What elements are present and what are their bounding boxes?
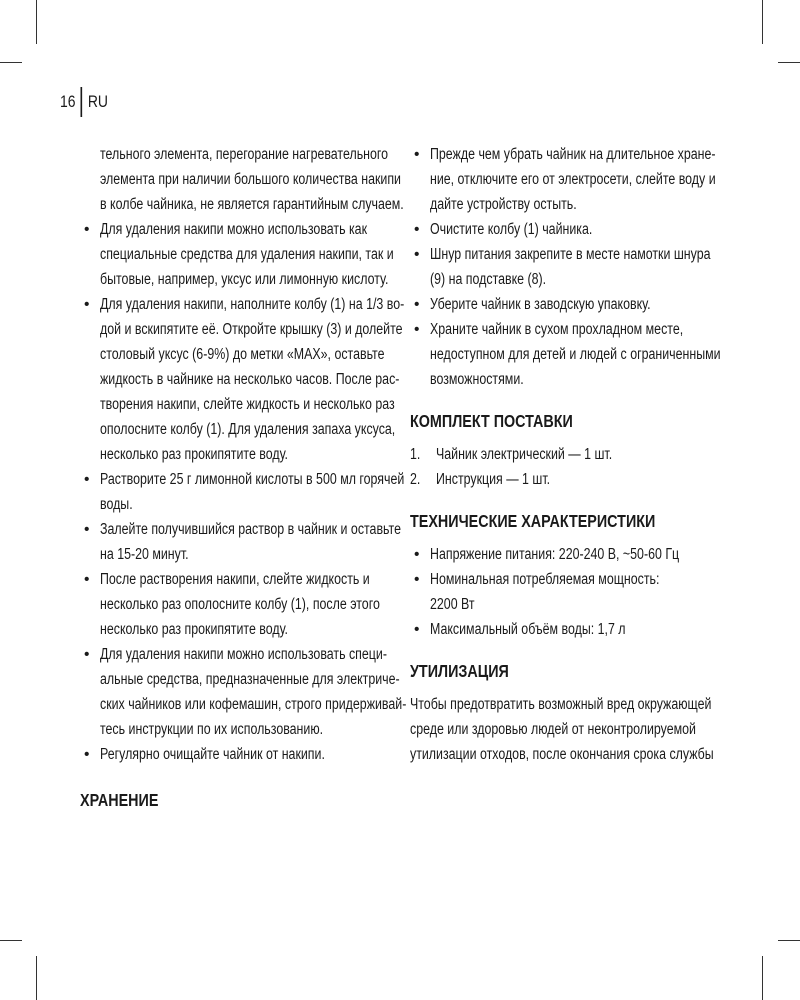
crop-mark — [0, 940, 22, 941]
text-line: среде или здоровью людей от неконтролируемой — [410, 721, 696, 738]
storage-heading — [80, 788, 400, 813]
text-line: в колбе чайника, не является гарантийным случаем. — [100, 196, 404, 213]
heading-text: ХРАНЕНИЕ — [80, 790, 159, 810]
text-line: Очистите колбу (1) чайника. — [430, 221, 593, 238]
bullet-icon: • — [414, 546, 420, 563]
list-item — [80, 742, 400, 767]
right-column — [410, 142, 722, 767]
crop-mark — [778, 940, 800, 941]
list-item — [410, 242, 722, 292]
bullet-icon: • — [84, 221, 90, 238]
disposal-heading — [410, 659, 722, 684]
left-column — [80, 142, 407, 813]
heading-text: ТЕХНИЧЕСКИЕ ХАРАКТЕРИСТИКИ — [410, 511, 656, 531]
disposal-paragraph — [410, 692, 722, 767]
bullet-icon: • — [414, 146, 420, 163]
text-line: дайте устройству остыть. — [430, 196, 577, 213]
list-item — [80, 217, 400, 292]
list-item — [410, 542, 722, 567]
crop-mark — [762, 0, 763, 44]
text-line: Чтобы предотвратить возможный вред окружающей — [410, 696, 712, 713]
text-line: Максимальный объём воды: 1,7 л — [430, 621, 626, 638]
text-line: Уберите чайник в заводскую упаковку. — [430, 296, 651, 313]
text-line: (9) на подставке (8). — [430, 271, 547, 288]
list-item — [410, 617, 722, 642]
crop-mark — [36, 956, 37, 1000]
page-header — [60, 87, 108, 117]
list-item — [410, 142, 722, 217]
crop-mark — [36, 0, 37, 44]
bullet-icon: • — [414, 321, 420, 338]
list-item — [410, 467, 722, 492]
text-line: на 15-20 минут. — [100, 546, 189, 563]
text-line: несколько раз ополосните колбу (1), после этого — [100, 596, 380, 613]
text-line: воды. — [100, 496, 133, 513]
text-line: специальные средства для удаления накипи, так и — [100, 246, 394, 263]
bullet-icon: • — [84, 646, 90, 663]
list-item — [410, 442, 722, 467]
text-line: возможностями. — [430, 371, 524, 388]
text-line: Чайник электрический — 1 шт. — [436, 446, 613, 463]
continuation-paragraph — [80, 142, 404, 217]
list-item — [410, 317, 722, 392]
text-line: Регулярно очищайте чайник от накипи. — [100, 746, 325, 763]
text-line: недоступном для детей и людей с ограниченными — [430, 346, 721, 363]
text-line: Залейте получившийся раствор в чайник и оставьте — [100, 521, 401, 538]
text-line: Храните чайник в сухом прохладном месте, — [430, 321, 684, 338]
text-line: тельного элемента, перегорание нагревательного — [100, 146, 389, 163]
text-line: Напряжение питания: 220-240 В, ~50-60 Гц — [430, 546, 680, 563]
bullet-icon: • — [414, 221, 420, 238]
list-item — [80, 517, 400, 567]
bullet-icon: • — [84, 296, 90, 313]
text-line: Инструкция — 1 шт. — [436, 471, 551, 488]
text-line: После растворения накипи, слейте жидкость и — [100, 571, 370, 588]
bullet-icon: • — [84, 471, 90, 488]
list-item — [410, 217, 722, 242]
text-line: ние, отключите его от электросети, слейте воду и — [430, 171, 716, 188]
bullet-icon: • — [414, 621, 420, 638]
text-line: ополосните колбу (1). Для удаления запаха уксуса, — [100, 421, 396, 438]
text-line: жидкость в чайнике на несколько часов. После рас- — [100, 371, 400, 388]
item-number: 2. — [410, 471, 421, 488]
text-line: ских чайников или кофемашин, строго придерживай- — [100, 696, 407, 713]
bullet-icon: • — [84, 746, 90, 763]
list-item — [80, 642, 407, 742]
text-line: Номинальная потребляемая мощность: — [430, 571, 660, 588]
item-number: 1. — [410, 446, 421, 463]
text-line: 2200 Вт — [430, 596, 475, 613]
text-line: Прежде чем убрать чайник на длительное хране- — [430, 146, 716, 163]
bullet-icon: • — [414, 571, 420, 588]
text-line: столовый уксус (6-9%) до метки «MAX», оставьте — [100, 346, 385, 363]
language-label: RU — [87, 92, 108, 111]
list-item — [80, 467, 405, 517]
list-item — [410, 292, 722, 317]
specs-heading — [410, 509, 722, 534]
text-line: Растворите 25 г лимонной кислоты в 500 мл горячей — [100, 471, 405, 488]
text-line: бытовые, например, уксус или лимонную кислоту. — [100, 271, 389, 288]
text-line: тесь инструкции по их использованию. — [100, 721, 324, 738]
text-line: Шнур питания закрепите в месте намотки шнура — [430, 246, 711, 263]
bullet-icon: • — [414, 246, 420, 263]
text-line: Для удаления накипи можно использовать как — [100, 221, 368, 238]
text-line: дой и вскипятите её. Откройте крышку (3) и долейте — [100, 321, 403, 338]
heading-text: УТИЛИЗАЦИЯ — [410, 661, 509, 681]
package-heading — [410, 409, 722, 434]
text-line: альные средства, предназначенные для электриче- — [100, 671, 400, 688]
text-line: Для удаления накипи можно использовать специ- — [100, 646, 387, 663]
crop-mark — [0, 62, 22, 63]
crop-mark — [762, 956, 763, 1000]
heading-text: КОМПЛЕКТ ПОСТАВКИ — [410, 411, 573, 431]
bullet-icon: • — [84, 571, 90, 588]
bullet-icon: • — [414, 296, 420, 313]
crop-mark — [778, 62, 800, 63]
list-item — [80, 567, 400, 642]
list-item — [410, 567, 722, 617]
bullet-icon: • — [84, 521, 90, 538]
text-line: элемента при наличии большого количества накипи — [100, 171, 401, 188]
text-line: творения накипи, слейте жидкость и несколько раз — [100, 396, 395, 413]
page-number: 16 — [60, 92, 76, 111]
text-line: несколько раз прокипятите воду. — [100, 621, 289, 638]
text-line: несколько раз прокипятите воду. — [100, 446, 289, 463]
text-line: Для удаления накипи, наполните колбу (1) на 1/3 во- — [100, 296, 405, 313]
text-line: утилизации отходов, после окончания срока службы — [410, 746, 714, 763]
header-divider — [80, 87, 82, 117]
list-item — [80, 292, 405, 467]
